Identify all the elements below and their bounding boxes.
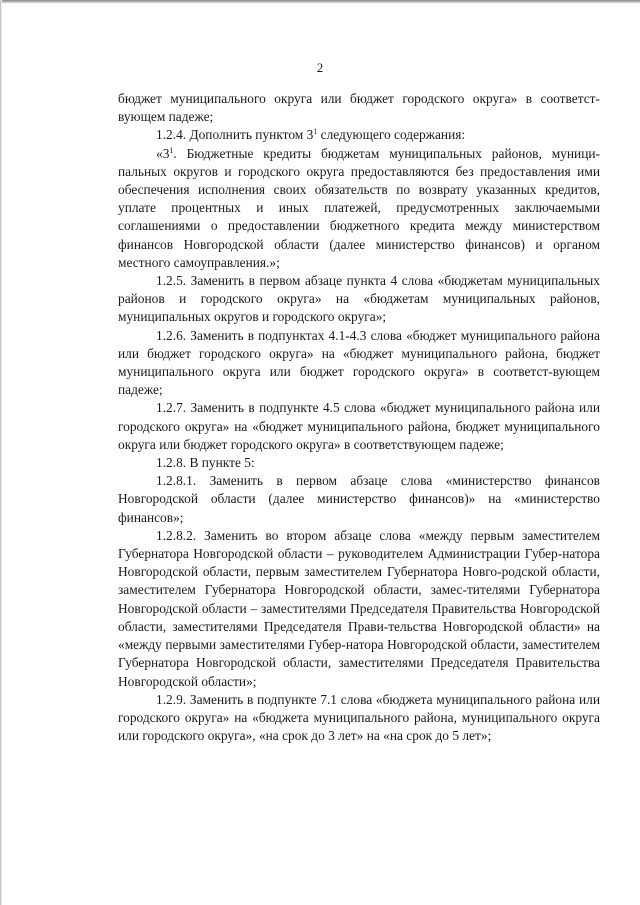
scan-edge [0,0,640,3]
paragraph-text: следующего содержания: [317,127,466,143]
paragraph [118,126,600,144]
paragraph: 1.2.5. Заменить в первом абзаце пункта 4 слова «бюджетам муниципальных районов и городского округа» на «бюджетам муниципальных районов, муниципальных округов и городского округа»; [118,273,600,325]
paragraph: 1.2.6. Заменить в подпунктах 4.1-4.3 слова «бюджет муниципального района или бюджет городского округа» на «бюджет муниципального района, бюджет муниципального округа или бюджет городского округа» в соответст-вующем падеже; [118,327,600,398]
paragraph-text: . Бюджетные кредиты бюджетам муниципальных районов, муници-пальных округов и городского округа предоставляются без предоставления ими обеспечения исполнения своих обязательств по возврату указанных кредитов, уплате процентных и иных платежей, предусмотренных заключаемыми соглашениями о предоставлении бюджетного кредита между министерством финансов Новгородской области (далее министерство финансов) и органом местного самоуправления.»; [118,145,600,270]
page-number: 2 [316,60,324,75]
paragraph [118,145,600,272]
paragraph: 1.2.9. Заменить в подпункте 7.1 слова «бюджета муниципального района или городского округа» на «бюджета муниципального района, муниципального округа или городского округа», «на срок до 3 лет» на «на срок до 5 лет»; [118,691,600,744]
paragraph-text: «3 [156,145,170,161]
paragraph: 1.2.8. В пункте 5: [156,455,255,471]
superscript: 1 [169,145,174,155]
paragraph: бюджет муниципального округа или бюджет городского округа» в соответст-вующем падеже; [118,91,600,125]
paragraph: 1.2.8.2. Заменить во втором абзаце слова «между первым заместителем Губернатора Новгородской области – руководителем Администрации Губер-натора Новгородской области, первым заместителем Губернатора Новго-родской области, заместителем Губернатора Новгородской области, замес-тителями Губернатора Новгородской области – заместителями Председателя Правительства Новгородской области, заместителями Председателя Прави-тельства Новгородской области» на «между первыми заместителями Губер-натора Новгородской области, заместителем Губернатора Новгородской области, заместителями Председателя Правительства Новгородской области»; [118,527,600,689]
paragraph: 1.2.7. Заменить в подпункте 4.5 слова «бюджет муниципального района или городского округа» на «бюджет муниципального района, бюджет муниципального округа или бюджет городского округа» в соответствующем падеже; [118,400,600,452]
document-body [118,90,600,745]
paragraph: 1.2.8.1. Заменить в первом абзаце слова «министерство финансов Новгородской области (далее министерство финансов)» на «министерство финансов»; [118,473,600,525]
superscript: 1 [313,127,318,137]
paragraph-text: 1.2.4. Дополнить пунктом 3 [156,127,314,143]
scan-edge [0,0,2,905]
